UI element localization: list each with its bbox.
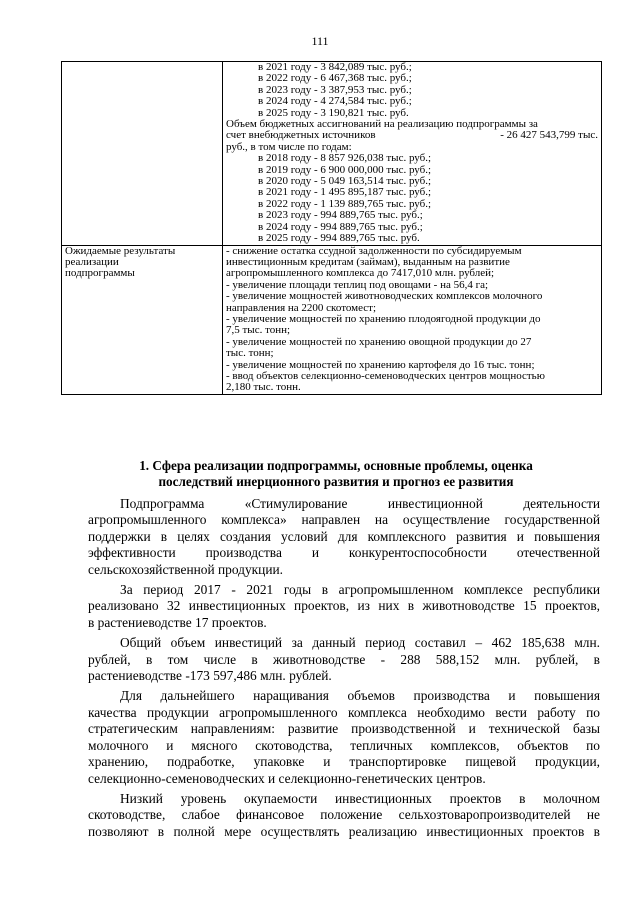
extra-budget-total: - 26 427 543,799 тыс. bbox=[500, 129, 598, 142]
year-line: в 2024 году - 994 889,765 тыс. руб.; bbox=[258, 220, 423, 233]
paragraph-line: в растениеводстве 17 проектов. bbox=[88, 614, 267, 630]
year-line: в 2023 году - 994 889,765 тыс. руб.; bbox=[258, 209, 423, 222]
paragraph bbox=[88, 791, 600, 840]
extra-budget-text: Объем бюджетных ассигнований на реализацию подпрограммы за bbox=[226, 118, 538, 131]
result-line: направления на 2200 скотомест; bbox=[226, 301, 377, 314]
paragraph-line: эффективности производства и конкурентоспособности отечественной bbox=[88, 545, 600, 561]
year-line: в 2020 году - 5 049 163,514 тыс. руб.; bbox=[258, 175, 432, 188]
result-line: тыс. тонн; bbox=[226, 347, 274, 360]
paragraph-line: поддержки в целях создания условий для комплексного развития и повышения bbox=[88, 528, 600, 544]
paragraph-line: селекционно-семеноводческих и селекционно-генетических центров. bbox=[88, 770, 486, 786]
body-text bbox=[88, 496, 600, 844]
table-row-results bbox=[62, 245, 602, 394]
year-line: в 2019 году - 6 900 000,000 тыс. руб.; bbox=[258, 163, 432, 176]
year-line: в 2025 году - 3 190,821 тыс. руб. bbox=[258, 106, 409, 119]
year-line: в 2021 году - 1 495 895,187 тыс. руб.; bbox=[258, 186, 432, 199]
paragraph bbox=[88, 582, 600, 631]
year-line: в 2021 году - 3 842,089 тыс. руб.; bbox=[258, 61, 412, 73]
result-line: 7,5 тыс. тонн; bbox=[226, 324, 291, 337]
section-title-line: 1. Сфера реализации подпрограммы, основные проблемы, оценка bbox=[139, 458, 533, 473]
result-line: - увеличение мощностей по хранению овощной продукции до 27 bbox=[226, 335, 532, 348]
extra-budget-label: счет внебюджетных источников bbox=[226, 129, 376, 142]
result-line: - увеличение мощностей животноводческих комплексов молочного bbox=[226, 290, 543, 303]
result-line: - снижение остатка ссудной задолженности по субсидируемым bbox=[226, 244, 522, 257]
paragraph-line: рублей, в том числе в животноводстве - 288 588,152 млн. рублей, в bbox=[88, 651, 600, 667]
year-line: в 2022 году - 6 467,368 тыс. руб.; bbox=[258, 72, 412, 85]
result-line: 2,180 тыс. тонн. bbox=[226, 381, 301, 394]
table-cell-results bbox=[223, 245, 602, 394]
paragraph-line: молочного и мясного скотоводства, тепличных комплексов, объектов по bbox=[88, 737, 600, 753]
section-title bbox=[70, 458, 602, 490]
paragraph-line: стратегическим направлениям: развитие производственной и технической базы bbox=[88, 721, 600, 737]
paragraph-line: позволяют в полной мере осуществлять реализацию инвестиционных проектов в bbox=[88, 823, 600, 839]
paragraph bbox=[88, 688, 600, 786]
page-number: 111 bbox=[311, 34, 329, 48]
paragraph-line: Подпрограмма «Стимулирование инвестиционной деятельности bbox=[120, 496, 600, 511]
result-line: - ввод объектов селекционно-семеноводческих центров мощностью bbox=[226, 369, 545, 382]
paragraph-line: скотоводстве, слабое финансовое положение сельхозтоваропроизводителей не bbox=[88, 807, 600, 823]
paragraph-line: хранению, подработке, упаковке и транспортировке пищевой продукции, bbox=[88, 754, 600, 770]
paragraph bbox=[88, 635, 600, 684]
results-label-line: реализации bbox=[65, 255, 119, 268]
year-line: в 2024 году - 4 274,584 тыс. руб.; bbox=[258, 95, 412, 108]
year-line: в 2025 году - 994 889,765 тыс. руб. bbox=[258, 232, 420, 245]
result-line: - увеличение мощностей по хранению картофеля до 16 тыс. тонн; bbox=[226, 358, 535, 371]
result-line: - увеличение площади теплиц под овощами - на 56,4 га; bbox=[226, 278, 489, 291]
paragraph-line: реализовано 32 инвестиционных проектов, из них в животноводстве 15 проектов, bbox=[88, 598, 600, 614]
subprogram-passport-table bbox=[61, 61, 602, 395]
results-label-line: Ожидаемые результаты bbox=[65, 244, 176, 257]
paragraph-line: агропромышленного комплекса» направлен на осуществление государственной bbox=[88, 512, 600, 528]
table-cell-empty bbox=[62, 62, 223, 246]
paragraph-line: Для дальнейшего наращивания объемов производства и повышения bbox=[120, 688, 600, 704]
table-cell-results-label bbox=[62, 245, 223, 394]
result-line: - увеличение мощностей по хранению плодоягодной продукции до bbox=[226, 312, 541, 325]
paragraph bbox=[88, 496, 600, 578]
section-title-line: последствий инерционного развития и прогноз ее развития bbox=[158, 474, 514, 489]
year-line: в 2018 году - 8 857 926,038 тыс. руб.; bbox=[258, 152, 432, 165]
paragraph-line: качества продукции агропромышленного комплекса необходимо вести работу по bbox=[88, 704, 600, 720]
paragraph-line: Низкий уровень окупаемости инвестиционных проектов в молочном bbox=[120, 790, 600, 806]
result-line: инвестиционным кредитам (займам), выданным на развитие bbox=[226, 255, 510, 268]
paragraph-line: Общий объем инвестиций за данный период составил – 462 185,638 млн. bbox=[120, 635, 600, 651]
extra-budget-text: руб., в том числе по годам: bbox=[226, 140, 352, 153]
table-cell-financing bbox=[223, 62, 602, 246]
paragraph-line: растениеводстве -173 597,486 млн. рублей. bbox=[88, 668, 332, 684]
table-row-financing bbox=[62, 62, 602, 246]
year-line: в 2023 году - 3 387,953 тыс. руб.; bbox=[258, 83, 412, 96]
result-line: агропромышленного комплекса до 7417,010 млн. рублей; bbox=[226, 267, 495, 280]
year-line: в 2022 году - 1 139 889,765 тыс. руб.; bbox=[258, 197, 432, 210]
paragraph-line: За период 2017 - 2021 годы в агропромышленном комплексе республики bbox=[120, 582, 600, 598]
results-label-line: подпрограммы bbox=[65, 267, 135, 280]
paragraph-line: сельскохозяйственной продукции. bbox=[88, 561, 284, 577]
